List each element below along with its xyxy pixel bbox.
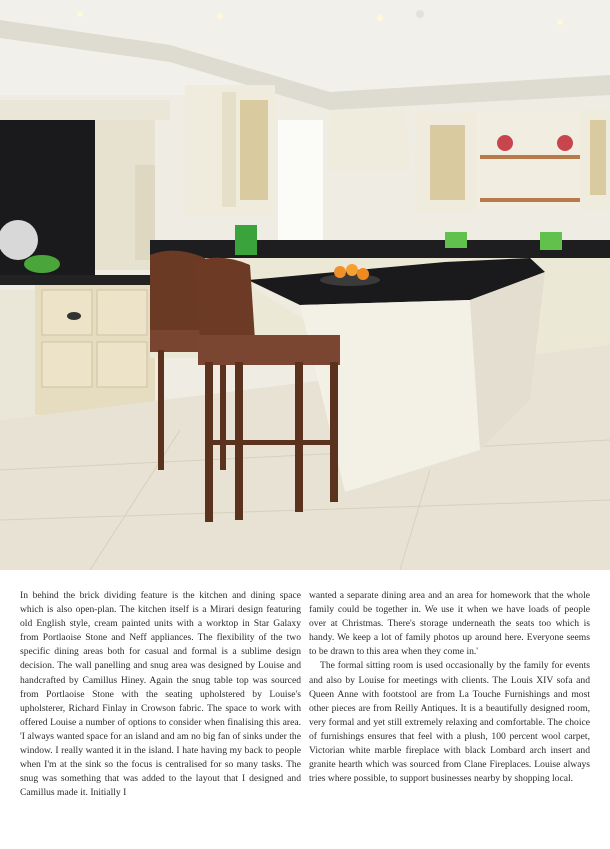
article-column-right: [309, 589, 590, 829]
article-body: [20, 589, 590, 829]
paragraph: wanted a separate dining area and an area for homework that the whole family could be together in. We use it when we have loads of people over at Christmas. There's storage underneath the seats too which is handy. We keep a lot of family photos up around here. Everyone seems to be drawn to this area when they come in.': [309, 590, 590, 658]
article-column-left: [20, 589, 301, 829]
paragraph: The formal sitting room is used occasionally by the family for events and also by Louise for meetings with clients. The Louis XIV sofa and Queen Anne with footstool are from La Touche Furnishings and most other pieces are from Reilly Antiques. It is a beautifully designed room, very formal and yet still extremely relaxing and comfortable. The choice of furnishings ensures that feel with a plush, 100 percent wool carpet, Victorian white marble fireplace with black Lombard arch insert and granite hearth which was sourced from Clane Fireplaces. Louise always tries where possible, to support businesses nearby by shopping local.: [309, 660, 590, 785]
paragraph: In behind the brick dividing feature is the kitchen and dining space which is also open-plan. The kitchen itself is a Mirari design featuring old English style, cream painted units with a worktop in Star Galaxy from Portlaoise Stone and Neff appliances. The flexibility of the two specific dining areas both for casual and formal is a sublime design decision. The wall panelling and snug area was designed by Louise and handcrafted by Camillus Hiney. Again the snug table top was sourced from Portlaoise Stone with the seating upholstered by Louise's upholsterer, Richard Finlay in Crowson fabric. The space to work with offered Louise a number of options to consider when finalising this area. 'I always wanted space for an island and am no big fan of sinks under the window. I really wanted it in the island. I hate having my back to people when I'm at the sink so the focus is centralised for so many tasks. The snug was something that was added to the layout that I designed and Camillus made it. Initially I: [20, 590, 301, 799]
